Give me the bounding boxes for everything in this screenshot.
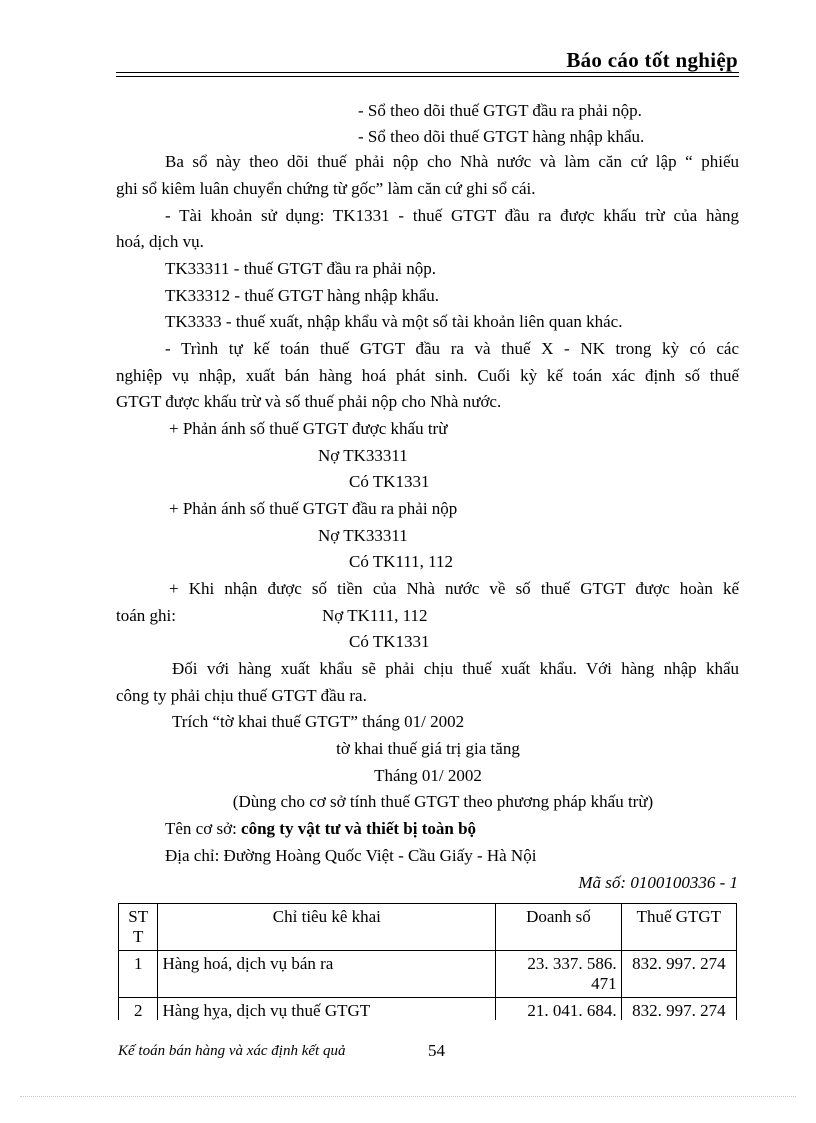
table-header-row: [119, 904, 737, 951]
company-name-value: công ty vật tư và thiết bị toàn bộ: [241, 819, 477, 838]
company-name-line: [165, 819, 476, 839]
header-doanh-so: Doanh số: [496, 904, 621, 951]
debit-line: Nợ TK111, 112: [322, 606, 428, 625]
entry-line: + Khi nhận được số tiền của Nhà nước về số thuế GTGT được hoàn kế: [169, 579, 739, 598]
form-note: (Dùng cho cơ sở tính thuế GTGT theo phương pháp khấu trừ): [232, 792, 654, 811]
tax-table-container: [110, 900, 750, 1020]
entry-line: + Phản ánh số thuế GTGT đầu ra phải nộp: [169, 499, 458, 518]
cell-chi-tieu: Hàng hoá, dịch vụ bán ra: [158, 951, 496, 998]
cell-stt: 1: [119, 951, 158, 998]
page-number: 54: [428, 1041, 445, 1060]
form-title: tờ khai thuế giá trị gia tăng: [336, 739, 520, 758]
paragraph-line: hoá, dịch vụ.: [116, 232, 204, 251]
tax-code: Mã số: 0100100336 - 1: [578, 873, 738, 892]
form-month: Tháng 01/ 2002: [374, 766, 482, 785]
paragraph-line: công ty phải chịu thuế GTGT đầu ra.: [116, 686, 367, 705]
entry-line: toán ghi:: [116, 606, 176, 625]
paragraph-line: GTGT được khấu trừ và số thuế phải nộp cho Nhà nước.: [116, 392, 502, 411]
excerpt-line: Trích “tờ khai thuế GTGT” tháng 01/ 2002: [172, 712, 465, 731]
table-row: [119, 998, 737, 1021]
header-thue-gtgt: Thuế GTGT: [621, 904, 736, 951]
paragraph-line: Đối với hàng xuất khẩu sẽ phải chịu thuế xuất khẩu. Với hàng nhập khẩu: [172, 659, 739, 678]
paragraph-line: ghi sổ kiêm luân chuyển chứng từ gốc” làm căn cứ ghi sổ cái.: [116, 179, 536, 198]
cell-chi-tieu: Hàng hỵa, dịch vụ thuế GTGT: [158, 998, 496, 1021]
cell-stt: 2: [119, 998, 158, 1021]
company-name-label: Tên cơ sở:: [165, 819, 242, 838]
account-line: TK3333 - thuế xuất, nhập khẩu và một số tài khoản liên quan khác.: [165, 312, 623, 331]
credit-line: Có TK1331: [349, 632, 430, 651]
header-stt: ST T: [119, 904, 158, 951]
header-rule: [116, 72, 739, 73]
paragraph-line: nghiệp vụ nhập, xuất bán hàng hoá phát sinh. Cuối kỳ kế toán xác định số thuế: [116, 366, 739, 385]
cell-thue-gtgt: 832. 997. 274: [621, 998, 736, 1021]
cell-doanh-so: 21. 041. 684.: [496, 998, 621, 1021]
paragraph-line: - Trình tự kế toán thuế GTGT đầu ra và thuế X - NK trong kỳ có các: [165, 339, 739, 358]
page-bottom-divider: [20, 1096, 796, 1097]
cell-doanh-so: 23. 337. 586. 471: [496, 951, 621, 998]
debit-line: Nợ TK33311: [318, 526, 408, 545]
credit-line: Có TK1331: [349, 472, 430, 491]
header-rule-thin: [116, 76, 739, 77]
header-title: Báo cáo tốt nghiệp: [566, 48, 738, 72]
tax-declaration-table: [118, 903, 737, 1020]
table-row: [119, 951, 737, 998]
text-line: - Sổ theo dõi thuế GTGT hàng nhập khẩu.: [358, 127, 645, 146]
credit-line: Có TK111, 112: [349, 552, 454, 571]
account-line: TK33312 - thuế GTGT hàng nhập khẩu.: [165, 286, 439, 305]
footer-title: Kế toán bán hàng và xác định kết quả: [118, 1043, 346, 1059]
account-line: TK33311 - thuế GTGT đầu ra phải nộp.: [165, 259, 436, 278]
cell-thue-gtgt: 832. 997. 274: [621, 951, 736, 998]
paragraph-line: - Tài khoản sử dụng: TK1331 - thuế GTGT đầu ra được khấu trừ của hàng: [165, 206, 739, 225]
address-line: Địa chỉ: Đường Hoàng Quốc Việt - Cầu Giấy - Hà Nội: [165, 846, 537, 865]
header-chi-tieu: Chỉ tiêu kê khai: [158, 904, 496, 951]
debit-line: Nợ TK33311: [318, 446, 408, 465]
paragraph-line: Ba sổ này theo dõi thuế phải nộp cho Nhà nước và làm căn cứ lập “ phiếu: [165, 152, 739, 171]
text-line: - Sổ theo dõi thuế GTGT đầu ra phải nộp.: [358, 101, 642, 120]
entry-line: + Phản ánh số thuế GTGT được khấu trừ: [169, 419, 448, 438]
